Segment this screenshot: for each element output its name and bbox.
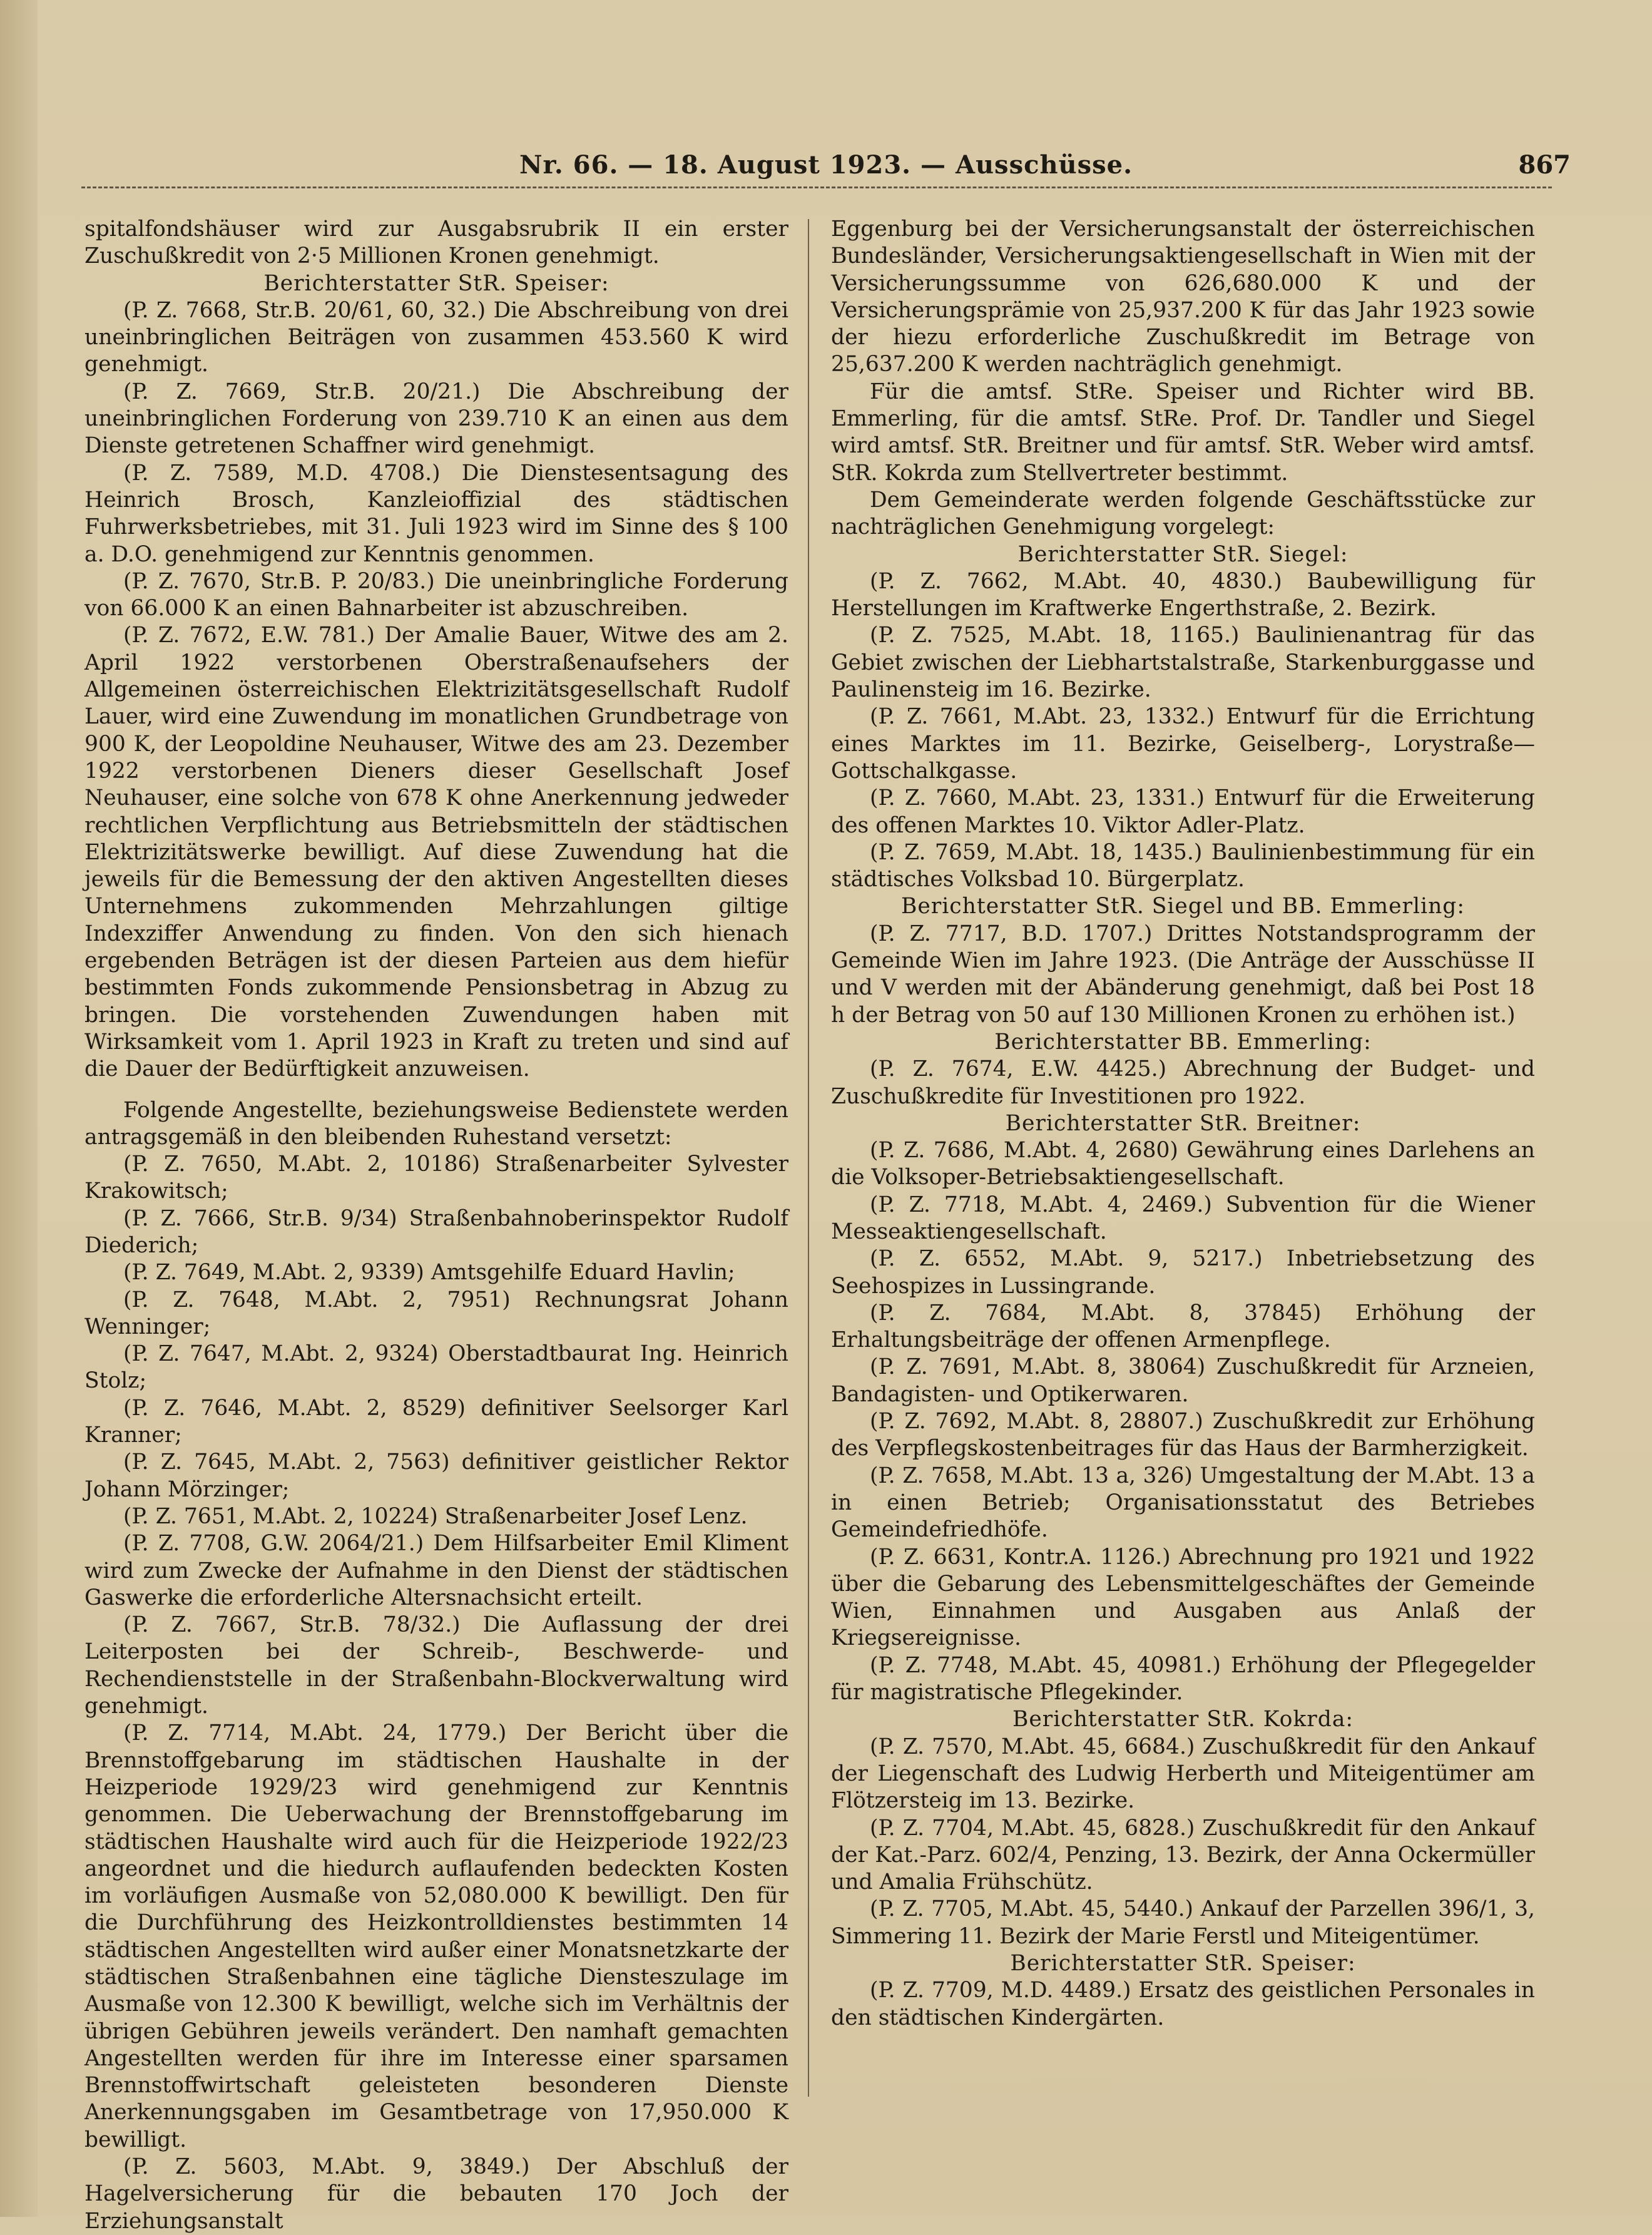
paragraph: (P. Z. 7686, M.Abt. 4, 2680) Gewährung eines Darlehens an die Volksoper-Betriebsaktiengesellschaft. [831, 1138, 1535, 1190]
right-column [831, 216, 1535, 2100]
paragraph: Dem Gemeinderate werden folgende Geschäftsstücke zur nachträglichen Genehmigung vorgelegt: [831, 487, 1535, 540]
reporter-heading: Berichterstatter StR. Speiser: [263, 270, 609, 296]
paragraph: (P. Z. 7718, M.Abt. 4, 2469.) Subvention für die Wiener Messeaktiengesellschaft. [831, 1192, 1535, 1244]
paragraph: (P. Z. 7589, M.D. 4708.) Die Dienstesentsagung des Heinrich Brosch, Kanzleioffizial des städtischen Fuhrwerksbetriebes, mit 31. Juli 1923 wird im Sinne des § 100 a. D.O. genehmigend zur Kenntnis genommen. [84, 460, 788, 567]
paragraph: (P. Z. 7704, M.Abt. 45, 6828.) Zuschußkredit für den Ankauf der Kat.-Parz. 602/4, Penzing, 13. Bezirk, der Anna Ockermüller und Amalia Frühschütz. [831, 1815, 1535, 1895]
paragraph: (P. Z. 7649, M.Abt. 2, 9339) Amtsgehilfe Eduard Havlin; [123, 1260, 735, 1286]
paragraph: (P. Z. 7705, M.Abt. 45, 5440.) Ankauf der Parzellen 396/1, 3, Simmering 11. Bezirk der Marie Ferstl und Miteigentümer. [831, 1896, 1535, 1949]
binding-edge [0, 0, 38, 2217]
header-rule [81, 187, 1552, 188]
paragraph: (P. Z. 7650, M.Abt. 2, 10186) Straßenarbeiter Sylvester Krakowitsch; [84, 1152, 788, 1204]
column-divider [808, 219, 809, 2097]
paragraph: (P. Z. 7660, M.Abt. 23, 1331.) Entwurf für die Erweiterung des offenen Marktes 10. Viktor Adler-Platz. [831, 785, 1535, 838]
paragraph: (P. Z. 7667, Str.B. 78/32.) Die Auflassung der drei Leiterposten bei der Schreib-, Beschwerde- und Rechendienststelle in der Straßenbahn-Blockverwaltung wird genehmigt. [84, 1612, 788, 1719]
paragraph: (P. Z. 7668, Str.B. 20/61, 60, 32.) Die Abschreibung von drei uneinbringlichen Beiträgen von zusammen 453.560 K wird genehmigt. [84, 297, 788, 377]
paragraph: Eggenburg bei der Versicherungsanstalt der österreichischen Bundesländer, Versicherungsaktiengesellschaft in Wien mit der Versicherungssumme von 626,680.000 K und der Versicherungsprämie von 25,937.200 K für das Jahr 1923 sowie der hiezu erforderliche Zuschußkredit im Betrage von 25,637.200 K werden nachträglich genehmigt. [831, 217, 1535, 377]
reporter-heading: Berichterstatter StR. Kokrda: [1012, 1707, 1354, 1732]
paragraph: spitalfondshäuser wird zur Ausgabsrubrik II ein erster Zuschußkredit von 2·5 Millionen Kronen genehmigt. [84, 217, 788, 269]
paragraph: (P. Z. 7672, E.W. 781.) Der Amalie Bauer, Witwe des am 2. April 1922 verstorbenen Oberstraßenaufsehers der Allgemeinen österreichischen Elektrizitätsgesellschaft Rudolf Lauer, wird eine Zuwendung im monatlichen Grundbetrage von 900 K, der Leopoldine Neuhauser, Witwe des am 23. Dezember 1922 verstorbenen Dieners dieser Gesellschaft Josef Neuhauser, eine solche von 678 K ohne Anerkennung jedweder rechtlichen Verpflichtung aus Betriebsmitteln der städtischen Elektrizitätswerke bewilligt. Auf diese Zuwendung hat die jeweils für die Bemessung der den aktiven Angestellten dieses Unternehmens zukommenden Mehrzahlungen giltige Indexziffer Anwendung zu finden. Von den sich hienach ergebenden Beträgen ist der diesen Parteien aus dem hiefür bestimmten Fonds zukommende Pensionsbetrag in Abzug zu bringen. Die vorstehenden Zuwendungen haben mit Wirksamkeit vom 1. April 1923 in Kraft zu treten und sind auf die Dauer der Bedürftigkeit anzuweisen. [84, 623, 788, 1082]
paragraph: (P. Z. 7646, M.Abt. 2, 8529) definitiver Seelsorger Karl Kranner; [84, 1395, 788, 1448]
reporter-heading: Berichterstatter StR. Speiser: [1010, 1951, 1356, 1976]
paragraph: (P. Z. 7666, Str.B. 9/34) Straßenbahnoberinspektor Rudolf Diederich; [84, 1205, 788, 1258]
reporter-heading: Berichterstatter StR. Breitner: [1005, 1110, 1361, 1136]
paragraph: (P. Z. 7709, M.D. 4489.) Ersatz des geistlichen Personales in den städtischen Kindergärten. [831, 1978, 1535, 2030]
reporter-heading: Berichterstatter StR. Siegel: [1017, 541, 1349, 567]
left-column [84, 216, 788, 2234]
paragraph: (P. Z. 6631, Kontr.A. 1126.) Abrechnung pro 1921 und 1922 über die Gebarung des Lebensmittelgeschäftes der Gemeinde Wien, Einnahmen und Ausgaben aus Anlaß der Kriegsereignisse. [831, 1544, 1535, 1651]
paragraph: (P. Z. 7648, M.Abt. 2, 7951) Rechnungsrat Johann Wenninger; [84, 1287, 788, 1339]
page-number: 867 [1518, 150, 1571, 180]
paragraph: (P. Z. 7661, M.Abt. 23, 1332.) Entwurf für die Errichtung eines Marktes im 11. Bezirke, Geiselberg-, Lorystraße—Gottschalkgasse. [831, 704, 1535, 784]
paragraph: (P. Z. 7717, B.D. 1707.) Drittes Notstandsprogramm der Gemeinde Wien im Jahre 1923. (Die Anträge der Ausschüsse II und V werden mit der Abänderung genehmigt, daß bei Post 18 h der Betrag von 50 auf 130 Millionen Kronen zu erhöhen ist.) [831, 921, 1535, 1028]
paragraph: (P. Z. 7662, M.Abt. 40, 4830.) Baubewilligung für Herstellungen im Kraftwerke Engerthstraße, 2. Bezirk. [831, 568, 1535, 621]
paragraph: (P. Z. 7748, M.Abt. 45, 40981.) Erhöhung der Pflegegelder für magistratische Pflegekinder. [831, 1652, 1535, 1706]
reporter-heading: Berichterstatter BB. Emmerling: [994, 1029, 1372, 1055]
paragraph: (P. Z. 7651, M.Abt. 2, 10224) Straßenarbeiter Josef Lenz. [123, 1503, 748, 1529]
paragraph: (P. Z. 7669, Str.B. 20/21.) Die Abschreibung der uneinbringlichen Forderung von 239.710 K an einen aus dem Dienste getretenen Schaffner wird genehmigt. [84, 379, 788, 459]
paragraph: (P. Z. 7570, M.Abt. 45, 6684.) Zuschußkredit für den Ankauf der Liegenschaft des Ludwig Herberth und Miteigentümer am Flötzersteig im 13. Bezirke. [831, 1734, 1535, 1814]
reporter-heading: Berichterstatter StR. Siegel und BB. Emmerling: [901, 894, 1465, 919]
paragraph: (P. Z. 7708, G.W. 2064/21.) Dem Hilfsarbeiter Emil Kliment wird zum Zwecke der Aufnahme in den Dienst der städtischen Gaswerke die erforderliche Altersnachsicht erteilt. [84, 1531, 788, 1610]
paragraph: Für die amtsf. StRe. Speiser und Richter wird BB. Emmerling, für die amtsf. StRe. Prof. Dr. Tandler und Siegel wird amtsf. StR. Breitner und für amtsf. StR. Weber wird amtsf. StR. Kokrda zum Stellvertreter bestimmt. [831, 379, 1535, 486]
paragraph: (P. Z. 7684, M.Abt. 8, 37845) Erhöhung der Erhaltungsbeiträge der offenen Armenpflege. [831, 1300, 1535, 1353]
paragraph: (P. Z. 7647, M.Abt. 2, 9324) Oberstadtbaurat Ing. Heinrich Stolz; [84, 1341, 788, 1394]
paragraph: (P. Z. 7670, Str.B. P. 20/83.) Die uneinbringliche Forderung von 66.000 K an einen Bahnarbeiter ist abzuschreiben. [84, 568, 788, 621]
paragraph: (P. Z. 7674, E.W. 4425.) Abrechnung der Budget- und Zuschußkredite für Investitionen pro 1922. [831, 1056, 1535, 1109]
paragraph: (P. Z. 6552, M.Abt. 9, 5217.) Inbetriebsetzung des Seehospizes in Lussingrande. [831, 1246, 1535, 1299]
paragraph: (P. Z. 5603, M.Abt. 9, 3849.) Der Abschluß der Hagelversicherung für die bebauten 170 Joch der Erziehungsanstalt [84, 2154, 788, 2234]
paragraph: (P. Z. 7658, M.Abt. 13 a, 326) Umgestaltung der M.Abt. 13 a in einen Betrieb; Organisationsstatut des Betriebes Gemeindefriedhöfe. [831, 1463, 1535, 1543]
paragraph: (P. Z. 7714, M.Abt. 24, 1779.) Der Bericht über die Brennstoffgebarung im städtischen Haushalte in der Heizperiode 1929/23 wird genehmigend zur Kenntnis genommen. Die Ueberwachung der Brennstoffgebarung im städtischen Haushalte wird auch für die Heizperiode 1922/23 angeordnet und die hiedurch auflaufenden bedeckten Kosten im vorläufigen Ausmaße von 52,080.000 K bewilligt. Den für die Durchführung des Heizkontrolldienstes bestimmten 14 städtischen Angestellten wird außer einer Monatsnetzkarte der städtischen Straßenbahnen eine tägliche Diensteszulage im Ausmaße von 12.300 K bewilligt, welche sich im Verhältnis der übrigen Gebühren jeweils verändert. Den namhaft gemachten Angestellten werden für ihre im Interesse einer sparsamen Brennstoffwirtschaft geleisteten besonderen Dienste Anerkennungsgaben im Gesamtbetrage von 17,950.000 K bewilligt. [84, 1721, 788, 2152]
paragraph: (P. Z. 7692, M.Abt. 8, 28807.) Zuschußkredit zur Erhöhung des Verpflegskostenbeitrages für das Haus der Barmherzigkeit. [831, 1409, 1535, 1461]
page-header [113, 150, 1571, 188]
header-title: Nr. 66. — 18. August 1923. — Ausschüsse. [519, 150, 1133, 180]
paragraph: (P. Z. 7691, M.Abt. 8, 38064) Zuschußkredit für Arzneien, Bandagisten- und Optikerwaren. [831, 1354, 1535, 1407]
paragraph: Folgende Angestellte, beziehungsweise Bedienstete werden antragsgemäß in den bleibenden Ruhestand versetzt: [84, 1097, 788, 1150]
paragraph: (P. Z. 7525, M.Abt. 18, 1165.) Baulinienantrag für das Gebiet zwischen der Liebhartstalstraße, Starkenburggasse und Paulinensteig im 16. Bezirke. [831, 623, 1535, 703]
paragraph: (P. Z. 7659, M.Abt. 18, 1435.) Baulinienbestimmung für ein städtisches Volksbad 10. Bürgerplatz. [831, 839, 1535, 892]
paragraph: (P. Z. 7645, M.Abt. 2, 7563) definitiver geistlicher Rektor Johann Mörzinger; [84, 1450, 788, 1502]
